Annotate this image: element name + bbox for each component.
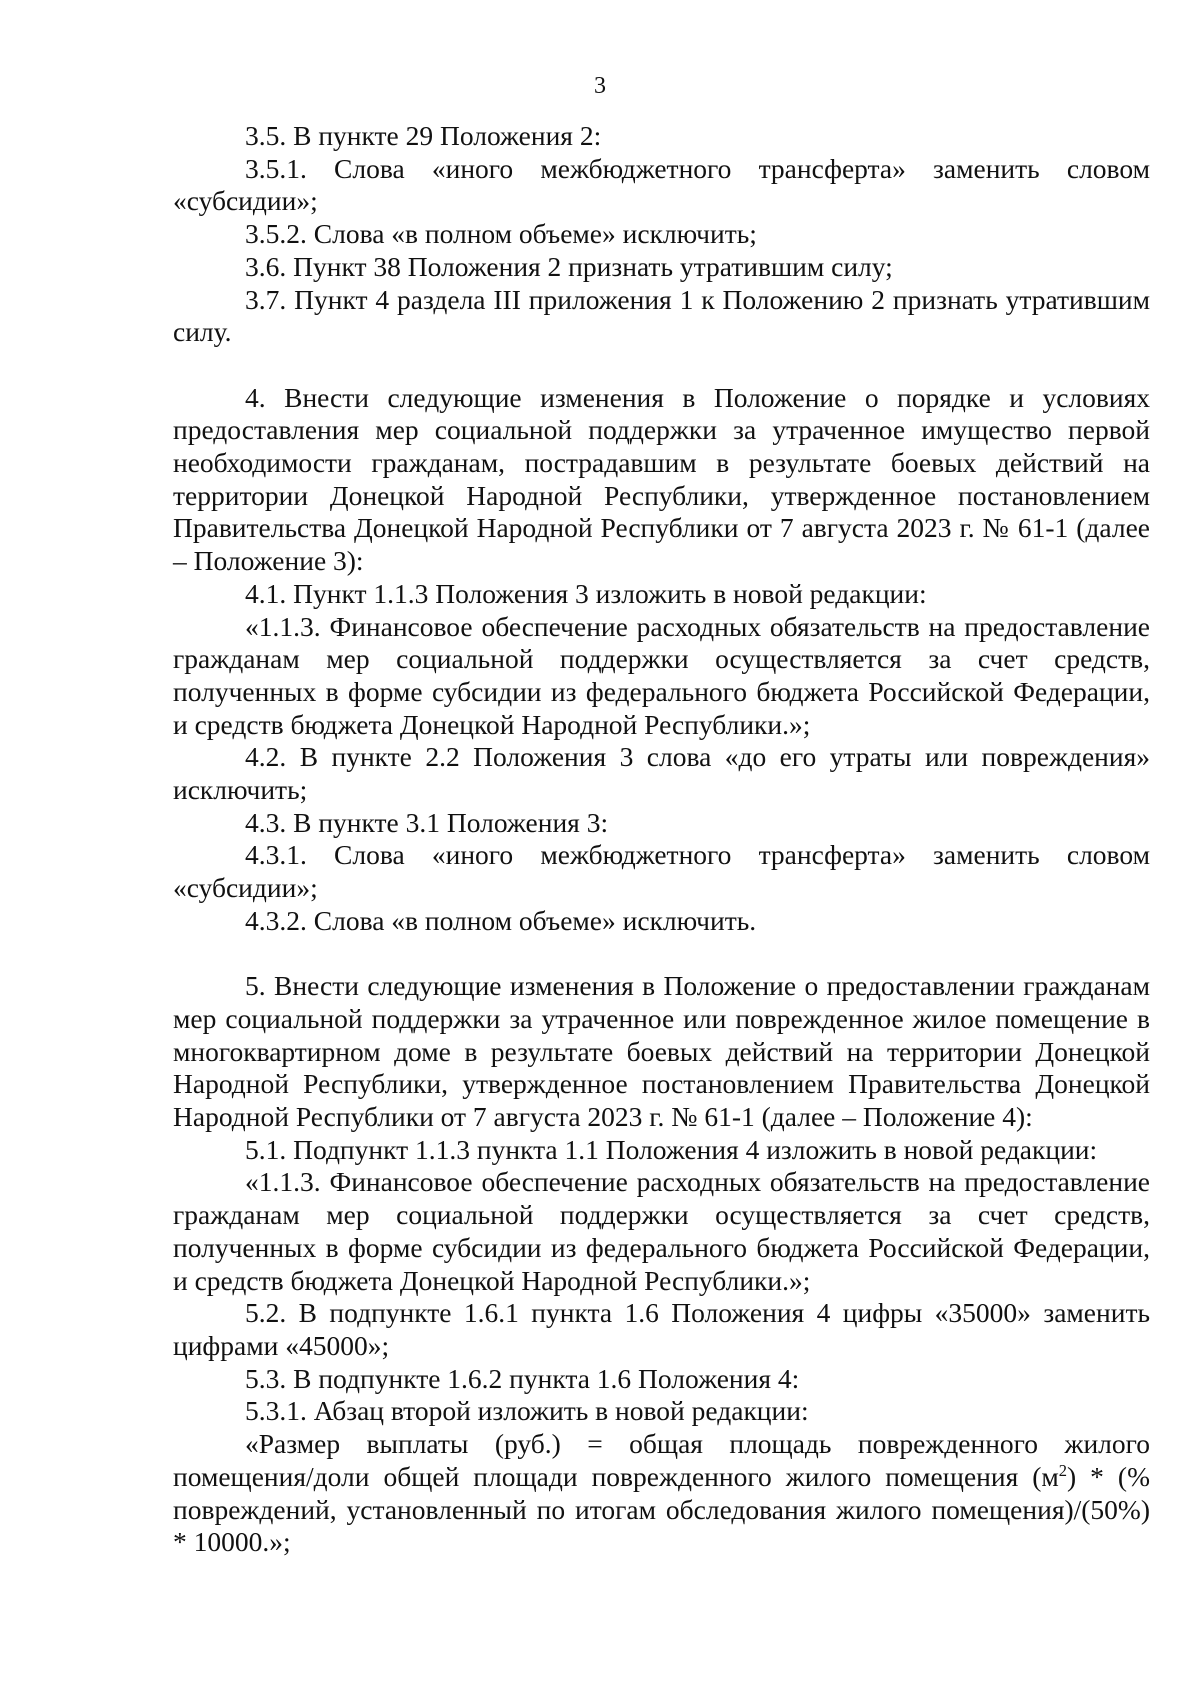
document-body (173, 120, 1150, 1559)
formula-text-end: ) * (% повреждений, установленный по итогам обследования жилого помещения)/(50%) * 10000.»; (173, 1460, 1150, 1558)
formula-text-start: «Размер выплаты (руб.) = общая площадь поврежденного жилого помещения/доли общей площади поврежденного жилого помещения (м (173, 1428, 1150, 1492)
paragraph-4-3: 4.3. В пункте 3.1 Положения 3: (245, 806, 609, 838)
paragraph-3-5-2: 3.5.2. Слова «в полном объеме» исключить; (245, 218, 757, 250)
paragraph-5: 5. Внести следующие изменения в Положение о предоставлении гражданам мер социальной поддержки за утраченное или поврежденное жилое помещение в многоквартирном доме в результате боевых действий на территории Донецкой Народной Республики, утвержденное постановлением Правительства Донецкой Народной Республики от 7 августа 2023 г. № 61-1 (далее – Положение 4): (173, 970, 1150, 1133)
paragraph-4-1-quote: «1.1.3. Финансовое обеспечение расходных обязательств на предоставление гражданам мер социальной поддержки осуществляется за счет средств, полученных в форме субсидии из федерального бюджета Российской Федерации, и средств бюджета Донецкой Народной Республики.»; (173, 610, 1150, 740)
paragraph-4-2: 4.2. В пункте 2.2 Положения 3 слова «до его утраты или повреждения» исключить; (173, 741, 1150, 806)
paragraph-5-1-quote: «1.1.3. Финансовое обеспечение расходных обязательств на предоставление гражданам мер социальной поддержки осуществляется за счет средств, полученных в форме субсидии из федерального бюджета Российской Федерации, и средств бюджета Донецкой Народной Республики.»; (173, 1166, 1150, 1296)
paragraph-3-6: 3.6. Пункт 38 Положения 2 признать утратившим силу; (245, 250, 893, 282)
paragraph-5-1: 5.1. Подпункт 1.1.3 пункта 1.1 Положения 4 изложить в новой редакции: (245, 1133, 1098, 1165)
paragraph-3-5-1: 3.5.1. Слова «иного межбюджетного трансферта» заменить словом «субсидии»; (173, 152, 1150, 217)
formula-superscript: 2 (1058, 1460, 1068, 1480)
paragraph-4-3-2: 4.3.2. Слова «в полном объеме» исключить. (245, 904, 757, 936)
paragraph-5-3: 5.3. В подпункте 1.6.2 пункта 1.6 Положения 4: (245, 1362, 800, 1394)
paragraph-3-5: 3.5. В пункте 29 Положения 2: (245, 120, 602, 151)
paragraph-5-2: 5.2. В подпункте 1.6.1 пункта 1.6 Положения 4 цифры «35000» заменить цифрами «45000»; (173, 1297, 1150, 1361)
payment-formula (173, 1428, 1150, 1559)
page-number: 3 (594, 73, 606, 99)
paragraph-4: 4. Внести следующие изменения в Положение о порядке и условиях предоставления мер социальной поддержки за утраченное имущество первой необходимости гражданам, пострадавшим в результате боевых действий на территории Донецкой Народной Республики, утвержденное постановлением Правительства Донецкой Народной Республики от 7 августа 2023 г. № 61-1 (далее – Положение 3): (173, 381, 1150, 577)
paragraph-4-1: 4.1. Пункт 1.1.3 Положения 3 изложить в новой редакции: (245, 577, 927, 609)
paragraph-3-7: 3.7. Пункт 4 раздела III приложения 1 к Положению 2 признать утратившим силу. (173, 283, 1150, 348)
paragraph-4-3-1: 4.3.1. Слова «иного межбюджетного трансферта» заменить словом «субсидии»; (173, 839, 1150, 904)
paragraph-5-3-1: 5.3.1. Абзац второй изложить в новой редакции: (245, 1395, 809, 1427)
